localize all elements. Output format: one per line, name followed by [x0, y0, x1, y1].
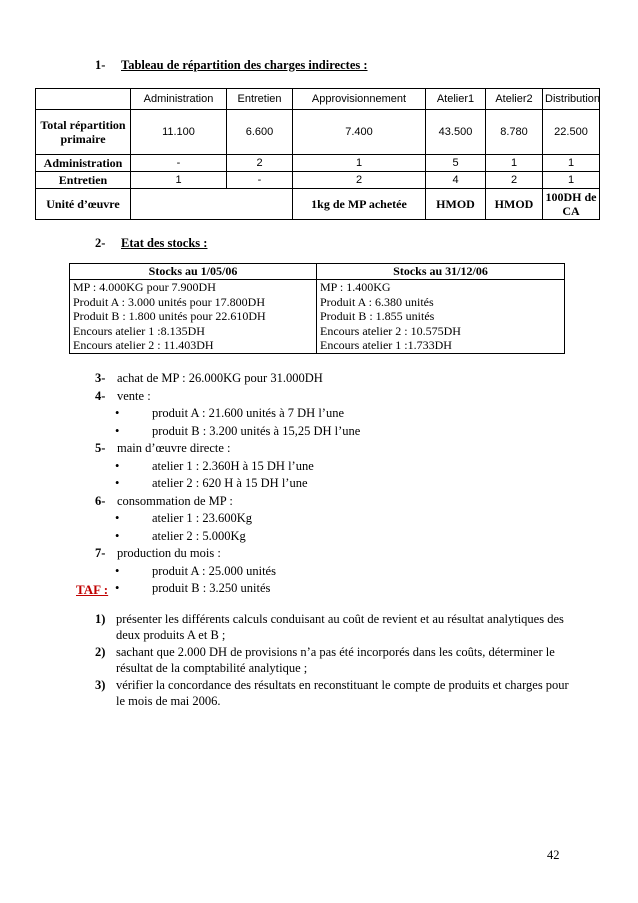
stocks-table	[69, 263, 565, 354]
bullet-icon: •	[115, 528, 120, 543]
list-item	[95, 440, 360, 458]
table2-stock-end	[317, 280, 565, 354]
table1-header-cell: Approvisionnement	[293, 89, 426, 110]
bullet-text: atelier 1 : 2.360H à 15 DH l’une	[152, 458, 314, 473]
table1-cell: 22.500	[543, 110, 600, 155]
table1-cell: 1	[293, 155, 426, 172]
table1-header-cell: Distribution	[543, 89, 600, 110]
table1-cell: -	[227, 172, 293, 189]
bullet-text: atelier 1 : 23.600Kg	[152, 511, 252, 525]
list-item-number: 5-	[95, 441, 106, 455]
bullet-icon: •	[115, 511, 120, 525]
table2-stock-start	[70, 280, 317, 354]
table2-line: Encours atelier 1 :1.733DH	[320, 338, 452, 352]
table1-cell: 4	[426, 172, 486, 189]
bullet-icon: •	[115, 458, 120, 473]
table1-cell: 43.500	[426, 110, 486, 155]
table2-line: Encours atelier 2 : 10.575DH	[320, 323, 461, 338]
task-item	[95, 644, 570, 676]
table1-row-label: Total répartition primaire	[36, 110, 131, 155]
table1-cell: -	[131, 155, 227, 172]
bullet-icon: •	[115, 581, 120, 595]
bullet-icon: •	[115, 423, 120, 438]
task-number: 3)	[95, 678, 106, 692]
table2-line: MP : 1.400KG	[320, 280, 391, 294]
table1-header-row	[36, 89, 600, 110]
table2-body-row	[70, 280, 565, 354]
table1-cell: 1	[131, 172, 227, 189]
bullet-item	[95, 580, 360, 598]
section-2-number: 2-	[95, 236, 106, 250]
table1-cell: 2	[227, 155, 293, 172]
page-number: 42	[547, 848, 560, 862]
task-item	[95, 677, 570, 709]
table1-cell: 7.400	[293, 110, 426, 155]
table2-line: Produit A : 6.380 unités	[320, 294, 434, 309]
table1-cell: 5	[426, 155, 486, 172]
table2-line: MP : 4.000KG pour 7.900DH	[73, 280, 216, 294]
table1-cell: 8.780	[486, 110, 543, 155]
bullet-text: produit A : 21.600 unités à 7 DH l’une	[152, 406, 344, 420]
table1-cell: 11.100	[131, 110, 227, 155]
table1-cell: 1kg de MP achetée	[293, 189, 426, 220]
bullet-text: atelier 2 : 620 H à 15 DH l’une	[152, 476, 308, 490]
table1-row-label: Unité d’œuvre	[36, 189, 131, 220]
bullet-text: produit A : 25.000 unités	[152, 563, 276, 578]
task-text: vérifier la concordance des résultats en reconstituant le compte de produits et charges pour le mois de mai 2006.	[116, 678, 569, 708]
table1-cell: HMOD	[486, 189, 543, 220]
section-2-title: Etat des stocks :	[121, 236, 208, 250]
list-item	[95, 493, 360, 511]
table1-cell: 1	[543, 155, 600, 172]
bullet-text: atelier 2 : 5.000Kg	[152, 528, 246, 543]
table1-cell: 1	[543, 172, 600, 189]
bullet-item	[95, 528, 360, 546]
table2-line: Produit B : 1.855 unités	[320, 309, 435, 323]
bullet-text: produit B : 3.200 unités à 15,25 DH l’une	[152, 423, 361, 438]
table1-row-entretien	[36, 172, 600, 189]
table1-header-cell: Atelier2	[486, 89, 543, 110]
section-2-heading	[95, 236, 207, 251]
bullet-icon: •	[115, 476, 120, 490]
table2-header-row	[70, 264, 565, 280]
table1-row-administration	[36, 155, 600, 172]
table1-cell: 2	[293, 172, 426, 189]
table1-header-cell: Administration	[131, 89, 227, 110]
table2-line: Encours atelier 2 : 11.403DH	[73, 338, 214, 352]
table1-row-label: Administration	[36, 155, 131, 172]
list-item	[95, 545, 360, 563]
bullet-item	[95, 458, 360, 476]
table2-line: Produit A : 3.000 unités pour 17.800DH	[73, 294, 266, 309]
table1-cell-empty	[131, 189, 293, 220]
table1-cell: 100DH de CA	[543, 189, 600, 220]
section-1-number: 1-	[95, 58, 106, 72]
task-number: 1)	[95, 612, 106, 626]
table2-line: Produit B : 1.800 unités pour 22.610DH	[73, 309, 266, 323]
bullet-item	[95, 563, 360, 581]
bullet-item	[95, 510, 360, 528]
table1-header-cell: Atelier1	[426, 89, 486, 110]
list-item	[95, 388, 360, 406]
table1-row-total	[36, 110, 600, 155]
table1-row-label: Entretien	[36, 172, 131, 189]
list-item-number: 3-	[95, 371, 106, 385]
list-item-text: production du mois :	[117, 546, 221, 560]
list-item-text: achat de MP : 26.000KG pour 31.000DH	[117, 371, 323, 385]
table1-cell: 1	[486, 155, 543, 172]
table1-header-cell: Entretien	[227, 89, 293, 110]
task-item	[95, 611, 570, 643]
list-item-text: main d’œuvre directe :	[117, 441, 231, 455]
bullet-item	[95, 475, 360, 493]
data-list	[95, 370, 360, 598]
list-item-number: 6-	[95, 493, 106, 508]
table2-line: Encours atelier 1 :8.135DH	[73, 323, 205, 338]
task-text: présenter les différents calculs conduisant au coût de revient et au résultat analytiques des deux produits A et B ;	[116, 612, 564, 642]
taf-heading: TAF :	[76, 582, 109, 597]
table1-header-empty	[36, 89, 131, 110]
table1-cell: 2	[486, 172, 543, 189]
task-list	[95, 611, 570, 710]
section-1-heading	[95, 58, 368, 73]
table2-header-cell: Stocks au 1/05/06	[70, 264, 317, 280]
bullet-icon: •	[115, 563, 120, 578]
list-item-number: 7-	[95, 546, 106, 560]
bullet-text: produit B : 3.250 unités	[152, 581, 271, 595]
task-number: 2)	[95, 645, 106, 659]
table1-cell: HMOD	[426, 189, 486, 220]
table2-header-cell: Stocks au 31/12/06	[317, 264, 565, 280]
table1-cell: 6.600	[227, 110, 293, 155]
list-item-text: consommation de MP :	[117, 493, 233, 508]
bullet-item	[95, 423, 360, 441]
section-1-title: Tableau de répartition des charges indirectes :	[121, 58, 368, 72]
list-item-number: 4-	[95, 388, 106, 403]
bullet-icon: •	[115, 406, 120, 420]
table1-row-unit	[36, 189, 600, 220]
bullet-item	[95, 405, 360, 423]
charges-repartition-table	[35, 88, 600, 220]
list-item-text: vente :	[117, 388, 151, 403]
list-item	[95, 370, 360, 388]
task-text: sachant que 2.000 DH de provisions n’a pas été incorporés dans les coûts, déterminer le résultat de la comptabilité analytique ;	[116, 645, 555, 675]
